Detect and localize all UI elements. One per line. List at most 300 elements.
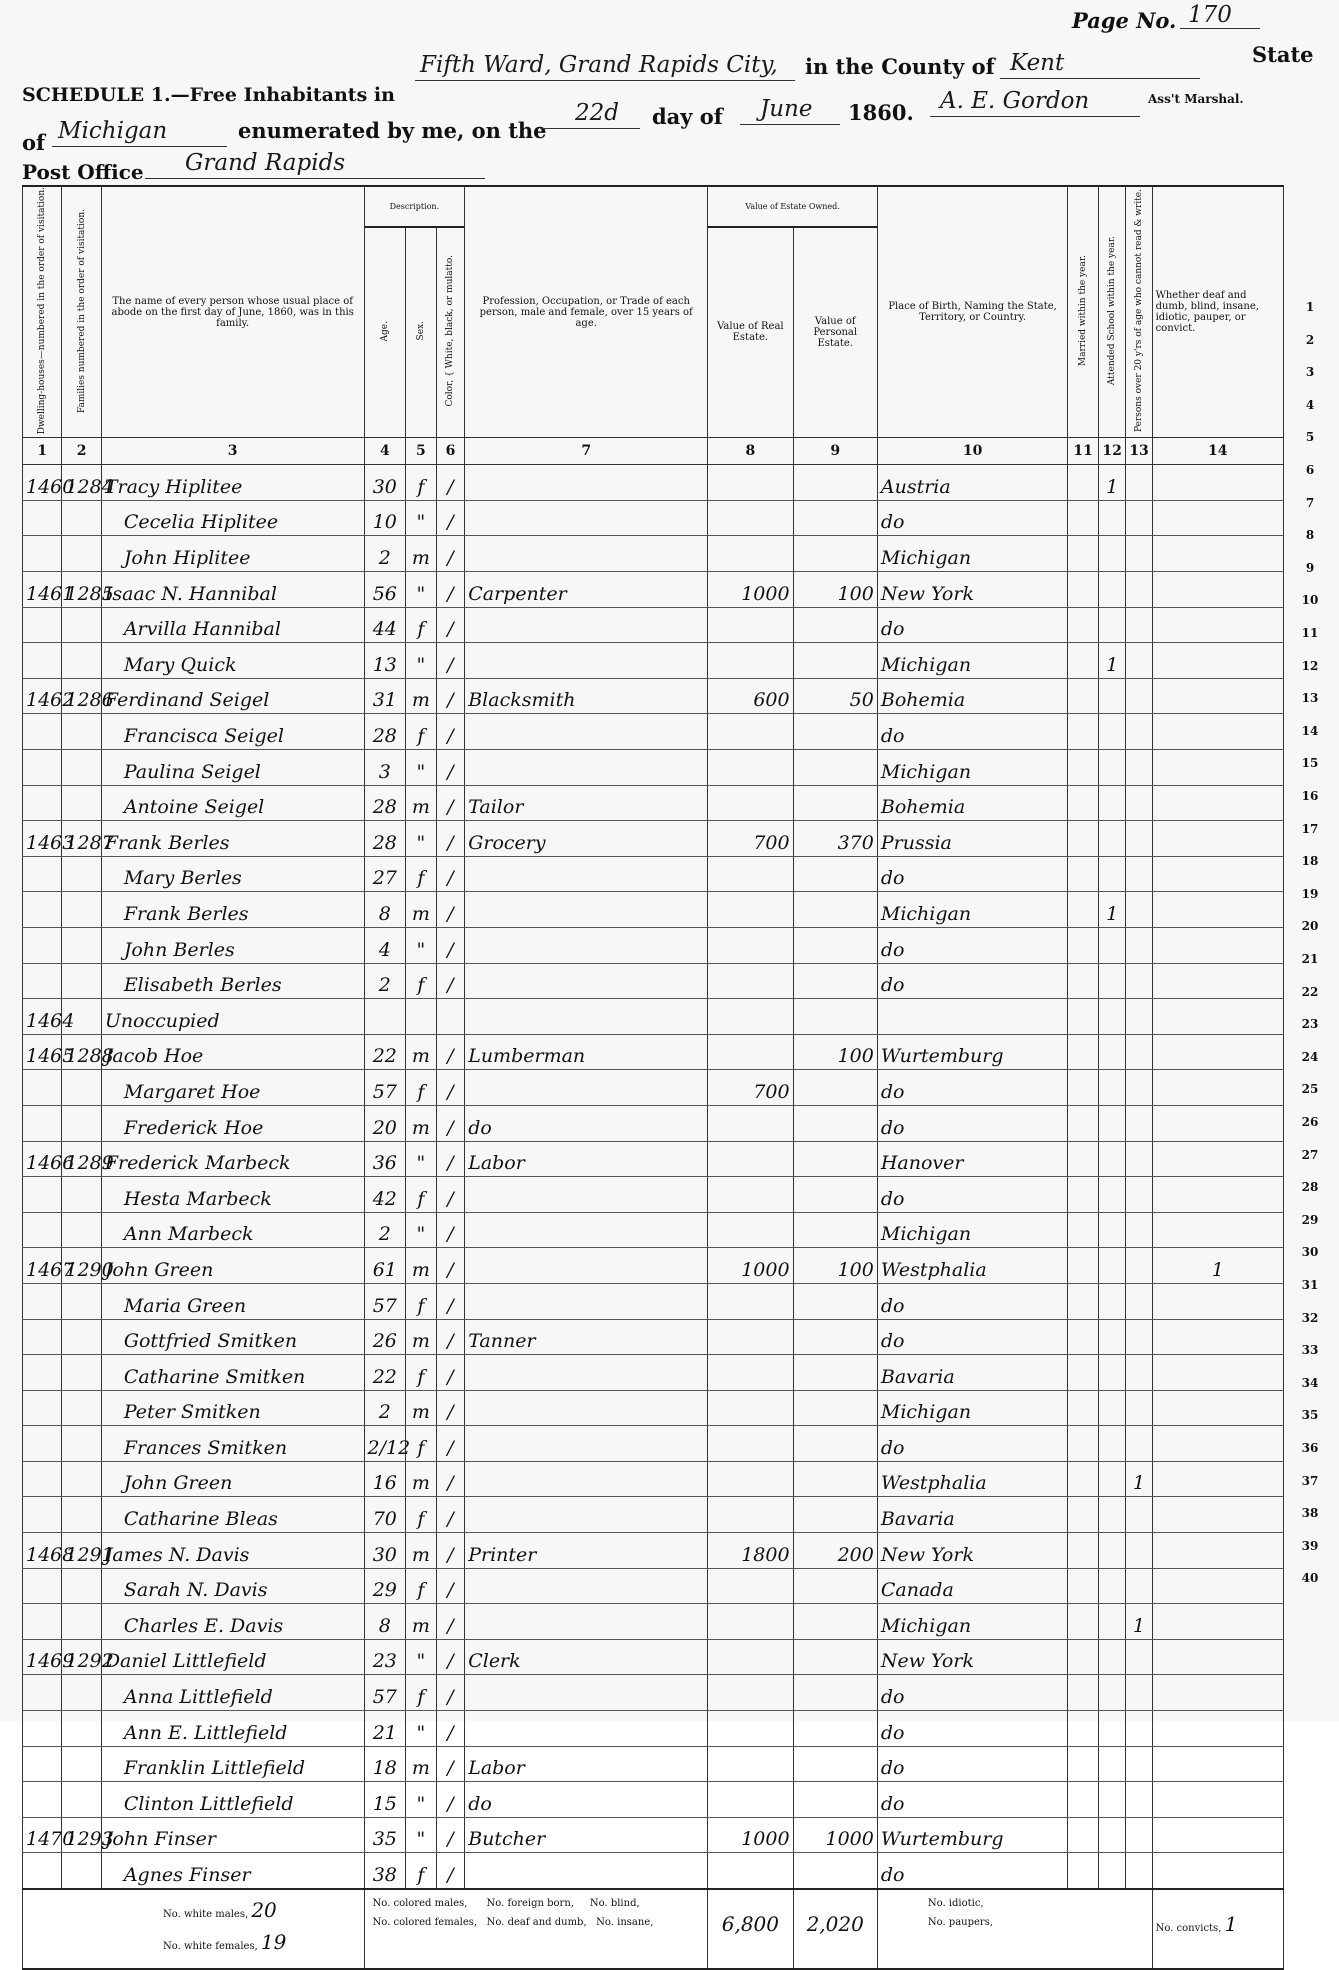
person-name: Daniel Littlefield [101,1639,364,1675]
census-row [23,1817,1284,1853]
married-mark [1068,1070,1099,1106]
birthplace: Michigan [877,1212,1067,1248]
family-number [62,1177,101,1213]
census-row [23,572,1284,608]
occupation: Tailor [465,785,708,821]
personal-estate-value [793,892,877,928]
person-name: Frank Berles [101,892,364,928]
right-line-number: 18 [1301,854,1319,869]
real-estate-value [708,607,793,643]
sex: m [406,1248,437,1284]
personal-estate-value: 370 [793,821,877,857]
age: 26 [364,1319,406,1355]
occupation [465,1248,708,1284]
personal-estate-value [793,856,877,892]
person-name: Mary Quick [101,643,364,679]
birthplace: do [877,1319,1067,1355]
condition [1152,500,1283,536]
real-estate-value [708,856,793,892]
person-name: Clinton Littlefield [101,1782,364,1818]
census-row [23,1604,1284,1640]
illiterate-mark [1126,1746,1152,1782]
occupation: Carpenter [465,572,708,608]
birthplace: do [877,1746,1067,1782]
birthplace: Canada [877,1568,1067,1604]
personal-estate-total: 2,020 [806,1912,864,1936]
occupation [465,1711,708,1747]
census-row [23,821,1284,857]
census-row [23,1390,1284,1426]
family-number: 1285 [62,572,101,608]
illiterate-mark [1126,999,1152,1035]
condition [1152,572,1283,608]
age: 57 [364,1070,406,1106]
real-estate-total: 6,800 [721,1912,780,1936]
real-estate-value [708,1105,793,1141]
married-mark [1068,1817,1099,1853]
family-number [62,500,101,536]
dwelling-number [23,714,62,750]
sex: " [406,643,437,679]
age: 20 [364,1105,406,1141]
school-mark [1098,1105,1125,1141]
month-underline [740,124,840,125]
age: 28 [364,714,406,750]
birthplace: do [877,1283,1067,1319]
married-mark [1068,643,1099,679]
birthplace: do [877,1177,1067,1213]
family-number [62,1426,101,1462]
age: 18 [364,1746,406,1782]
color-mark: / [436,963,464,999]
other-counts [877,1889,1152,1969]
page-number: 170 [1188,2,1232,28]
census-row [23,607,1284,643]
person-name: Tracy Hiplitee [101,465,364,501]
occupation [465,1568,708,1604]
dwelling-number: 1469 [23,1639,62,1675]
census-table [22,185,1284,1970]
sex: f [406,714,437,750]
birthplace: New York [877,1639,1067,1675]
birthplace: New York [877,1533,1067,1569]
white-males-label: No. white males, [163,1909,249,1920]
illiterate-mark [1126,1853,1152,1889]
birthplace: Bavaria [877,1355,1067,1391]
real-estate-value [708,1711,793,1747]
col-number: 8 [708,438,793,465]
personal-estate-value [793,1746,877,1782]
white-counts [23,1889,365,1969]
real-estate-value [708,750,793,786]
age: 10 [364,500,406,536]
birthplace: Michigan [877,750,1067,786]
illiterate-mark [1126,1212,1152,1248]
family-number [62,1497,101,1533]
occupation [465,1604,708,1640]
occupation [465,1497,708,1533]
col-number: 4 [364,438,406,465]
illiterate-mark [1126,572,1152,608]
school-mark: 1 [1098,465,1125,501]
census-row [23,500,1284,536]
illiterate-mark [1126,1782,1152,1818]
place: Fifth Ward, Grand Rapids City, [420,52,778,78]
col-condition-header: Whether deaf and dumb, blind, insane, idiotic, pauper, or convict. [1152,186,1283,438]
dwelling-number [23,1711,62,1747]
condition [1152,750,1283,786]
age: 3 [364,750,406,786]
color-mark: / [436,1497,464,1533]
family-number: 1287 [62,821,101,857]
real-estate-value [708,1319,793,1355]
col-number: 12 [1098,438,1125,465]
census-row [23,643,1284,679]
illiterate-mark [1126,1355,1152,1391]
personal-estate-value [793,643,877,679]
family-number [62,1461,101,1497]
birthplace: do [877,1782,1067,1818]
illiterate-mark [1126,607,1152,643]
white-females-label: No. white females, [163,1941,258,1952]
sex: m [406,536,437,572]
occupation [465,927,708,963]
school-mark [1098,572,1125,608]
school-mark [1098,1390,1125,1426]
family-number [62,1711,101,1747]
dwelling-number [23,536,62,572]
person-name: John Green [101,1248,364,1284]
occupation [465,1283,708,1319]
dwelling-number: 1468 [23,1533,62,1569]
convicts-label: No. convicts, [1155,1923,1222,1934]
married-mark [1068,1782,1099,1818]
married-mark [1068,1711,1099,1747]
married-mark [1068,927,1099,963]
col-illiterate-header: Persons over 20 y'rs of age who cannot read & write. [1126,186,1152,438]
right-line-number: 22 [1301,984,1319,999]
married-mark [1068,536,1099,572]
person-name: Peter Smitken [101,1390,364,1426]
family-number: 1288 [62,1034,101,1070]
census-row [23,1212,1284,1248]
sex: m [406,1034,437,1070]
census-row [23,1355,1284,1391]
post-office-label: Post Office [22,160,144,184]
dwelling-number [23,1177,62,1213]
condition [1152,785,1283,821]
real-estate-value: 700 [708,1070,793,1106]
sex: m [406,1604,437,1640]
illiterate-mark [1126,643,1152,679]
school-mark [1098,1034,1125,1070]
sex: m [406,678,437,714]
real-estate-value [708,892,793,928]
census-row [23,1568,1284,1604]
right-line-number: 13 [1301,691,1319,706]
age: 44 [364,607,406,643]
person-name: Maria Green [101,1283,364,1319]
right-line-number: 15 [1301,756,1319,771]
family-number: 1286 [62,678,101,714]
personal-estate-value [793,1141,877,1177]
illiterate-mark [1126,1141,1152,1177]
birthplace: Michigan [877,892,1067,928]
family-number: 1293 [62,1817,101,1853]
right-line-number: 36 [1301,1441,1319,1455]
illiterate-mark [1126,892,1152,928]
convicts: 1 [1224,1912,1238,1936]
birthplace [877,999,1067,1035]
occupation [465,500,708,536]
illiterate-mark [1126,785,1152,821]
married-mark [1068,856,1099,892]
occupation [465,1426,708,1462]
birthplace: do [877,607,1067,643]
married-mark [1068,1639,1099,1675]
col-school-header: Attended School within the year. [1098,186,1125,438]
personal-estate-value [793,1105,877,1141]
personal-estate-value: 1000 [793,1817,877,1853]
school-mark [1098,1533,1125,1569]
married-mark [1068,572,1099,608]
sex: " [406,572,437,608]
dwelling-number [23,607,62,643]
color-mark: / [436,750,464,786]
personal-estate-value [793,1177,877,1213]
family-number [62,536,101,572]
color-mark: / [436,1533,464,1569]
sex: f [406,1568,437,1604]
dwelling-number [23,1746,62,1782]
real-estate-value [708,714,793,750]
personal-estate-value: 100 [793,1034,877,1070]
color-mark: / [436,892,464,928]
family-number [62,1782,101,1818]
color-mark: / [436,500,464,536]
condition [1152,892,1283,928]
family-number [62,1319,101,1355]
person-name: Charles E. Davis [101,1604,364,1640]
col-real-estate-header: Value of Real Estate. [708,227,793,438]
real-estate-value [708,1177,793,1213]
census-row [23,1177,1284,1213]
married-mark [1068,999,1099,1035]
right-line-number: 27 [1301,1147,1319,1162]
birthplace: Michigan [877,643,1067,679]
married-mark [1068,750,1099,786]
color-mark [436,999,464,1035]
sex: m [406,1461,437,1497]
illiterate-mark [1126,1675,1152,1711]
personal-estate-value [793,1782,877,1818]
school-mark [1098,607,1125,643]
real-estate-value: 1000 [708,1817,793,1853]
census-row [23,1711,1284,1747]
col-age-header: Age. [364,227,406,438]
personal-estate-value [793,465,877,501]
person-name: Mary Berles [101,856,364,892]
right-line-number: 9 [1305,560,1315,575]
school-mark [1098,785,1125,821]
col-birthplace-header: Place of Birth, Naming the State, Territory, or Country. [877,186,1067,438]
age: 42 [364,1177,406,1213]
person-name: Isaac N. Hannibal [101,572,364,608]
colored-females-label: No. colored females, [372,1917,478,1928]
school-mark: 1 [1098,892,1125,928]
sex: " [406,500,437,536]
real-estate-value [708,1497,793,1533]
age: 13 [364,643,406,679]
sex: m [406,785,437,821]
family-number [62,892,101,928]
personal-estate-value [793,1461,877,1497]
personal-estate-value [793,1283,877,1319]
real-estate-value: 600 [708,678,793,714]
married-mark [1068,1355,1099,1391]
personal-estate-value [793,1639,877,1675]
person-name: Gottfried Smitken [101,1319,364,1355]
person-name: Catharine Bleas [101,1497,364,1533]
illiterate-mark [1126,714,1152,750]
age: 27 [364,856,406,892]
personal-estate-value [793,536,877,572]
real-estate-value [708,1853,793,1889]
person-name: Franklin Littlefield [101,1746,364,1782]
dwelling-number [23,750,62,786]
age: 22 [364,1355,406,1391]
state: Michigan [58,118,168,144]
right-line-number: 1 [1305,300,1315,314]
family-number [62,1675,101,1711]
occupation [465,750,708,786]
real-estate-value [708,465,793,501]
census-row [23,927,1284,963]
birthplace: Wurtemburg [877,1034,1067,1070]
census-row [23,1497,1284,1533]
person-name: James N. Davis [101,1533,364,1569]
condition [1152,1782,1283,1818]
occupation: Labor [465,1141,708,1177]
family-number: 1290 [62,1248,101,1284]
age: 2 [364,963,406,999]
person-name: Margaret Hoe [101,1070,364,1106]
census-row [23,678,1284,714]
col-occupation-header: Profession, Occupation, or Trade of each person, male and female, over 15 years of age. [465,186,708,438]
condition [1152,607,1283,643]
illiterate-mark [1126,500,1152,536]
header-row-top [23,186,1284,227]
day-underline [540,128,640,129]
married-mark [1068,1390,1099,1426]
person-name: John Finser [101,1817,364,1853]
condition [1152,1746,1283,1782]
color-mark: / [436,1105,464,1141]
dwelling-number [23,1283,62,1319]
dwelling-number [23,1675,62,1711]
person-name: Ann Marbeck [101,1212,364,1248]
married-mark [1068,785,1099,821]
right-line-number: 11 [1301,626,1319,640]
occupation: do [465,1105,708,1141]
school-mark [1098,1212,1125,1248]
real-estate-value [708,1034,793,1070]
age: 2 [364,536,406,572]
dwelling-number: 1462 [23,678,62,714]
illiterate-mark [1126,1034,1152,1070]
personal-estate-value [793,785,877,821]
census-row [23,714,1284,750]
right-line-number: 19 [1301,886,1319,901]
place-underline [415,80,795,81]
color-mark: / [436,1461,464,1497]
dwelling-number [23,1390,62,1426]
colored-counts [364,1889,708,1969]
personal-estate-value [793,1497,877,1533]
age: 57 [364,1283,406,1319]
sex: f [406,465,437,501]
dwelling-number [23,1426,62,1462]
color-mark: / [436,1675,464,1711]
right-line-number: 38 [1301,1506,1319,1521]
real-estate-value: 1800 [708,1533,793,1569]
school-mark [1098,1746,1125,1782]
dwelling-number [23,1355,62,1391]
age: 61 [364,1248,406,1284]
married-mark [1068,1675,1099,1711]
condition [1152,1212,1283,1248]
census-row [23,1533,1284,1569]
age: 2 [364,1212,406,1248]
real-estate-value [708,500,793,536]
page-number-underline [1180,28,1260,29]
age: 23 [364,1639,406,1675]
right-line-number: 12 [1301,658,1319,673]
person-name: Elisabeth Berles [101,963,364,999]
color-mark: / [436,1568,464,1604]
color-mark: / [436,1355,464,1391]
year: 1860. [848,100,914,125]
sex: " [406,927,437,963]
census-row [23,1034,1284,1070]
sex: " [406,750,437,786]
married-mark [1068,892,1099,928]
blind-label: No. blind, [589,1898,640,1909]
illiterate-mark [1126,1711,1152,1747]
married-mark [1068,1319,1099,1355]
dwelling-number: 1463 [23,821,62,857]
dwelling-number [23,1319,62,1355]
col-number: 11 [1068,438,1099,465]
illiterate-mark [1126,1177,1152,1213]
person-name: Unoccupied [101,999,364,1035]
right-line-number: 39 [1301,1538,1319,1553]
married-mark [1068,1497,1099,1533]
illiterate-mark [1126,821,1152,857]
census-row [23,1283,1284,1319]
family-number [62,1105,101,1141]
illiterate-mark: 1 [1126,1461,1152,1497]
illiterate-mark [1126,465,1152,501]
color-mark: / [436,1070,464,1106]
personal-estate-value: 100 [793,572,877,608]
age [364,999,406,1035]
enumerated-label: enumerated by me, on the [238,118,547,143]
school-mark [1098,963,1125,999]
dwelling-number [23,643,62,679]
occupation [465,536,708,572]
family-number [62,607,101,643]
